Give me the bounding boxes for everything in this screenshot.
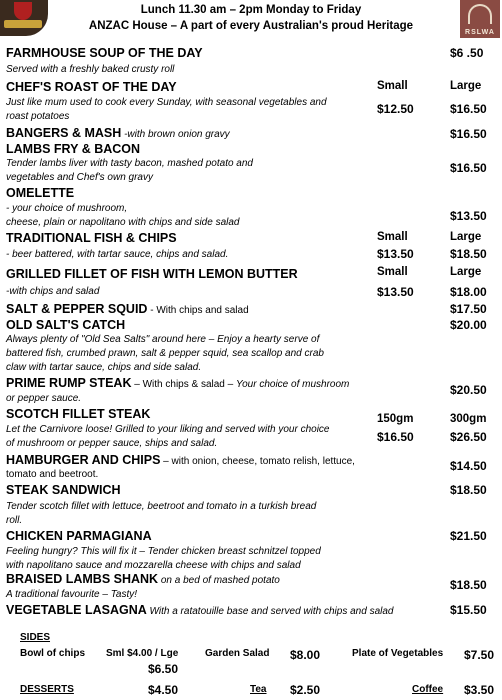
item-price: $16.50	[450, 161, 487, 175]
heritage-line: ANZAC House – A part of every Australian's proud Heritage	[88, 20, 414, 32]
size-label-small: Small	[377, 231, 408, 243]
side-chips-sizes: Sml $4.00 / Lge	[106, 648, 179, 659]
item-desc: roll.	[6, 515, 23, 526]
item-desc: Let the Carnivore loose! Grilled to your liking and served with your choice	[6, 424, 330, 435]
price-large: $18.00	[450, 285, 487, 299]
price-large: $18.50	[450, 247, 487, 261]
price-large: $26.50	[450, 430, 487, 444]
side-salad-label: Garden Salad	[205, 648, 270, 659]
item-name: LAMBS FRY & BACON	[6, 142, 141, 156]
desserts-price: $4.50	[148, 683, 179, 697]
item-price: $13.50	[450, 209, 487, 223]
size-label-large: Large	[450, 266, 482, 278]
item-name: SCOTCH FILLET STEAK	[6, 407, 151, 421]
item-price: $15.50	[450, 603, 487, 617]
item-name: TRADITIONAL FISH & CHIPS	[6, 231, 177, 245]
side-chips-large-price: $6.50	[148, 662, 179, 676]
item-price: $14.50	[450, 459, 487, 473]
item-desc: Tender scotch fillet with lettuce, beetroot and tomato in a turkish bread	[6, 501, 317, 512]
size-label-large: Large	[450, 231, 482, 243]
item-name: GRILLED FILLET OF FISH WITH LEMON BUTTER	[6, 267, 298, 281]
side-veg-label: Plate of Vegetables	[352, 648, 444, 659]
item-name: OLD SALT'S CATCH	[6, 318, 126, 332]
item-name: FARMHOUSE SOUP OF THE DAY	[6, 46, 203, 60]
item-desc: Feeling hungry? This will fix it – Tender chicken breast schnitzel topped	[6, 546, 321, 557]
item-desc: - beer battered, with tartar sauce, chips and salad.	[6, 249, 229, 260]
price-small: $16.50	[377, 430, 414, 444]
item-price: $6 .50	[450, 46, 484, 60]
item-name: STEAK SANDWICH	[6, 483, 121, 497]
item-name: PRIME RUMP STEAK – With chips & salad – Your choice of mushroom	[6, 376, 350, 390]
item-name: VEGETABLE LASAGNA With a ratatouille base and served with chips and salad	[6, 603, 394, 617]
item-desc: of mushroom or pepper sauce, ships and salad.	[6, 438, 218, 449]
item-desc: Served with a freshly baked crusty roll	[6, 64, 175, 75]
size-label-small: Small	[377, 80, 408, 92]
item-price: $18.50	[450, 483, 487, 497]
item-name: BRAISED LAMBS SHANK on a bed of mashed potato	[6, 572, 280, 586]
size-label-large: Large	[450, 80, 482, 92]
price-large: $16.50	[450, 102, 487, 116]
item-name: CHEF'S ROAST OF THE DAY	[6, 80, 177, 94]
item-desc: or pepper sauce.	[6, 393, 82, 404]
size-label-small: 150gm	[377, 413, 414, 425]
item-name: SALT & PEPPER SQUID - With chips and salad	[6, 302, 249, 316]
item-price: $16.50	[450, 127, 487, 141]
hours-line: Lunch 11.30 am – 2pm Monday to Friday	[140, 4, 362, 16]
price-small: $13.50	[377, 285, 414, 299]
tea-price: $2.50	[290, 683, 321, 697]
item-name: CHICKEN PARMAGIANA	[6, 529, 152, 543]
item-price: $18.50	[450, 578, 487, 592]
tea-label: Tea	[250, 684, 267, 695]
side-chips-label: Bowl of chips	[20, 648, 85, 659]
side-veg-price: $7.50	[464, 648, 495, 662]
item-desc: vegetables and Chef's own gravy	[6, 172, 153, 183]
item-price: $20.00	[450, 318, 487, 332]
price-small: $13.50	[377, 247, 414, 261]
sides-heading: SIDES	[20, 632, 51, 643]
item-name: BANGERS & MASH -with brown onion gravy	[6, 126, 230, 140]
item-desc: claw with tartar sauce, chips and side salad.	[6, 362, 202, 373]
item-desc: - your choice of mushroom,	[6, 203, 128, 214]
desserts-label: DESSERTS	[20, 684, 74, 695]
item-name: OMELETTE	[6, 186, 75, 200]
item-desc: Tender lambs liver with tasty bacon, mashed potato and	[6, 158, 253, 169]
rslwa-logo-text: RSLWA	[465, 29, 495, 36]
item-desc: tomato and beetroot.	[6, 469, 99, 480]
item-desc: cheese, plain or napolitano with chips and side salad	[6, 217, 240, 228]
coffee-price: $3.50	[464, 683, 495, 697]
item-desc: Just like mum used to cook every Sunday, with seasonal vegetables and	[6, 97, 327, 108]
item-desc: with napolitano sauce and mozzarella cheese with chips and salad	[6, 560, 301, 571]
item-price: $21.50	[450, 529, 487, 543]
item-price: $17.50	[450, 302, 487, 316]
item-desc: roast potatoes	[6, 111, 70, 122]
side-salad-price: $8.00	[290, 648, 321, 662]
item-price: $20.50	[450, 383, 487, 397]
item-desc: -with chips and salad	[6, 286, 100, 297]
price-small: $12.50	[377, 102, 414, 116]
size-label-small: Small	[377, 266, 408, 278]
item-desc: battered fish, crumbed prawn, salt & pepper squid, sea scallop and crab	[6, 348, 324, 359]
item-name: HAMBURGER AND CHIPS – with onion, cheese, tomato relish, lettuce,	[6, 453, 355, 467]
coffee-label: Coffee	[412, 684, 444, 695]
item-desc: Always plenty of "Old Sea Salts" around here – Enjoy a hearty serve of	[6, 334, 320, 345]
item-desc: A traditional favourite – Tasty!	[6, 589, 137, 600]
size-label-large: 300gm	[450, 413, 487, 425]
